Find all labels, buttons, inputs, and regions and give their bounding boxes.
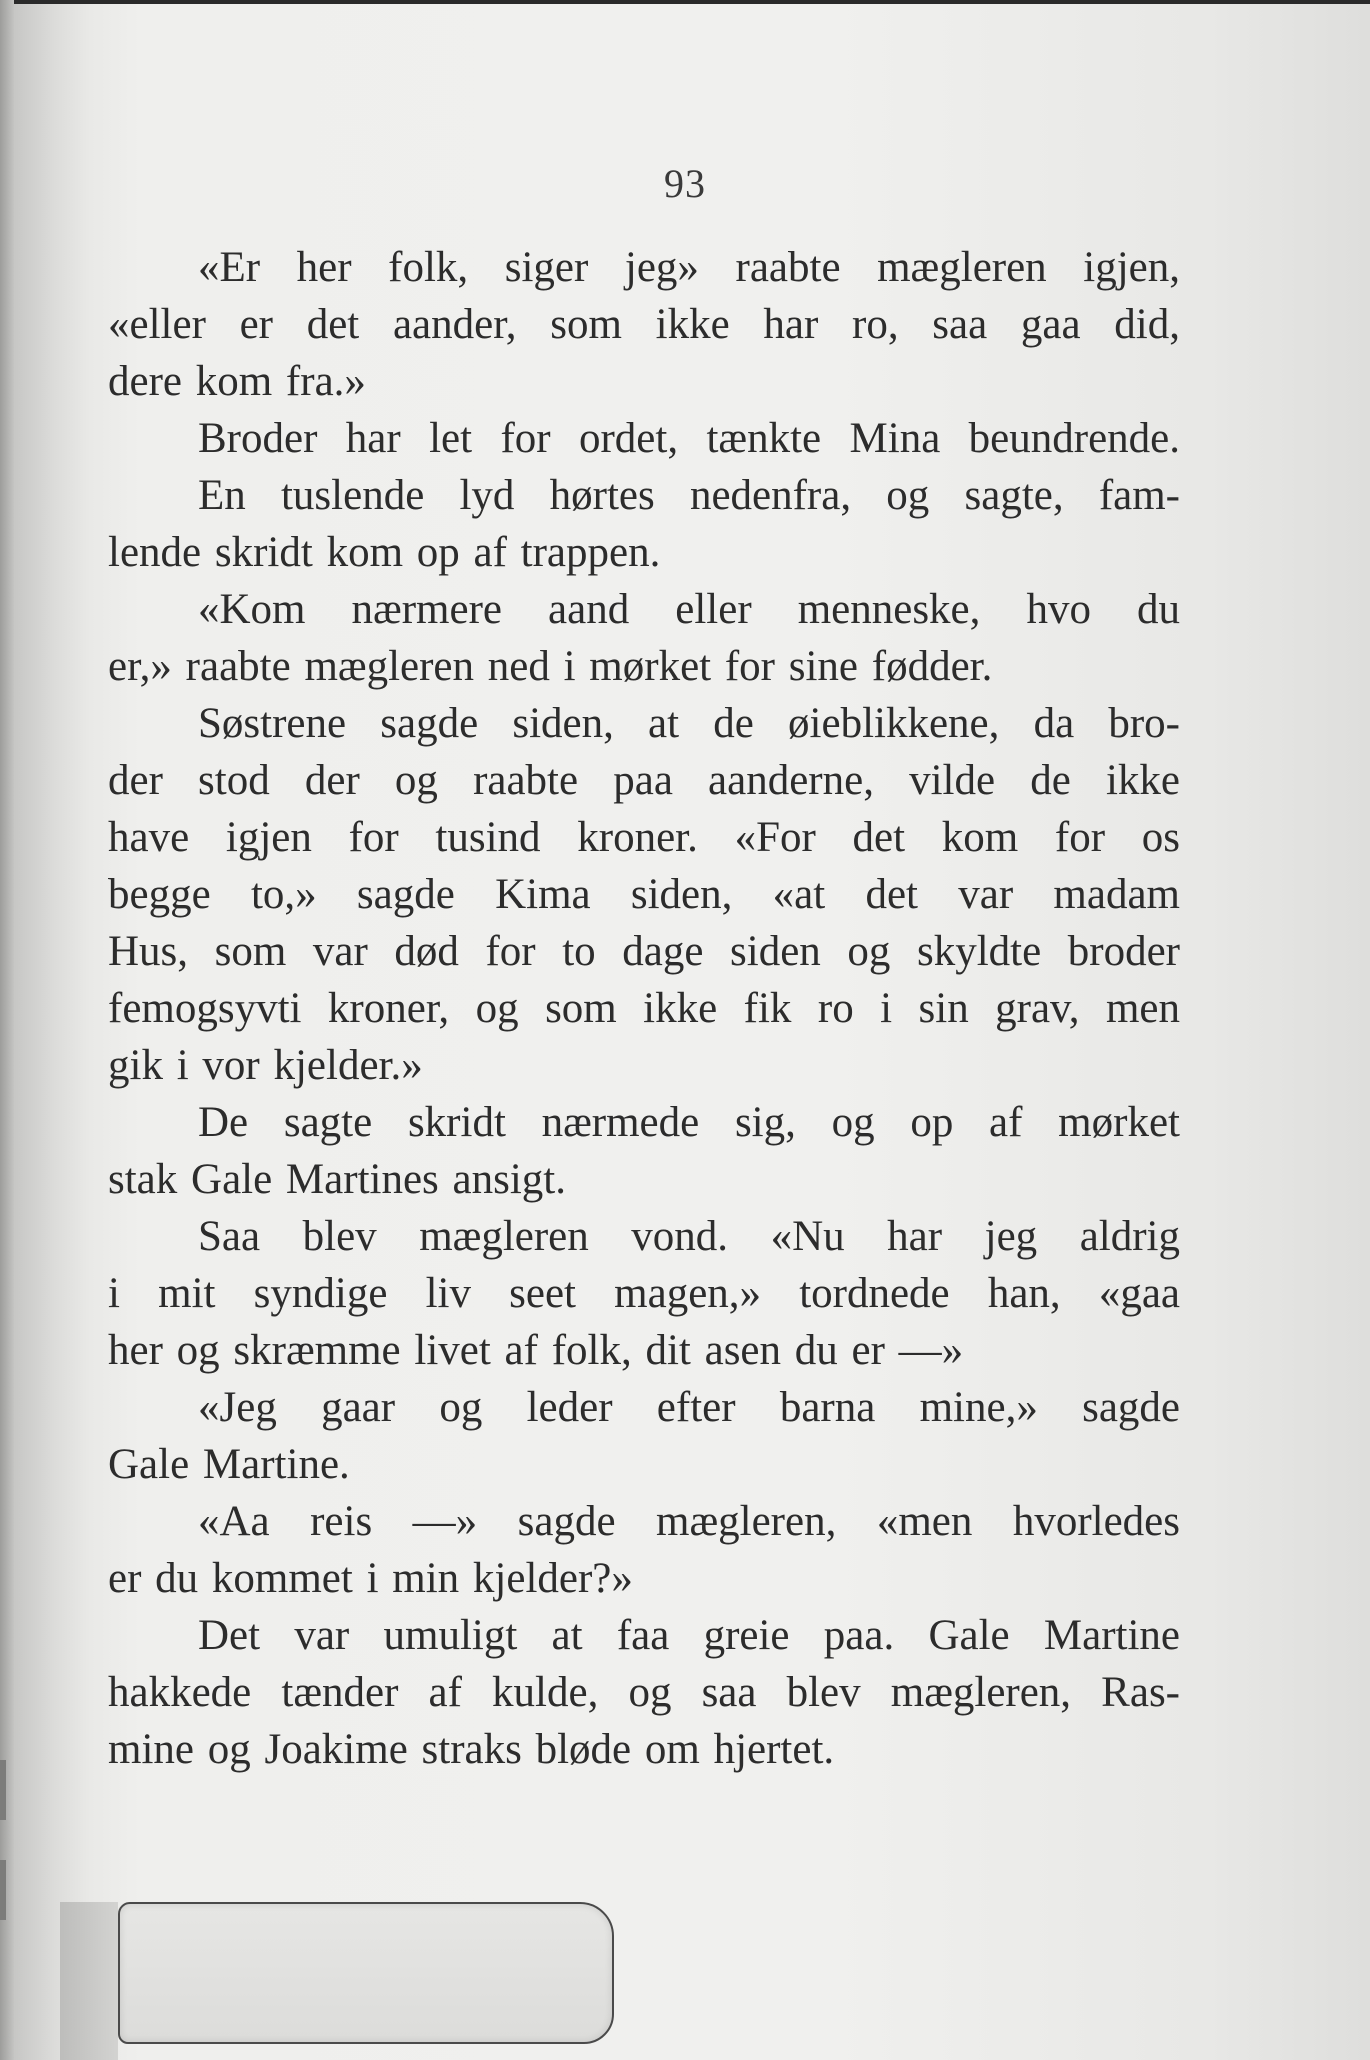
text-line: De sagte skridt nærmede sig, og op af mørket — [198, 1099, 1180, 1146]
text-line: «eller er det aander, som ikke har ro, saa gaa did, — [108, 301, 1180, 348]
text-line: lende skridt kom op af trappen. — [108, 529, 661, 576]
text-line: der stod der og raabte paa aanderne, vilde de ikke — [108, 757, 1180, 804]
text-line: Søstrene sagde siden, at de øieblikkene, da bro- — [198, 700, 1180, 747]
text-line: Saa blev mægleren vond. «Nu har jeg aldrig — [198, 1213, 1180, 1260]
library-label-sticker — [118, 1902, 614, 2044]
text-line: i mit syndige liv seet magen,» tordnede han, «gaa — [108, 1270, 1180, 1317]
text-line: Hus, som var død for to dage siden og skyldte broder — [108, 928, 1180, 975]
text-line: hakkede tænder af kulde, og saa blev mægleren, Ras- — [108, 1669, 1180, 1716]
page-number: 93 — [664, 161, 706, 206]
text-line: her og skræmme livet af folk, dit asen du er —» — [108, 1327, 964, 1374]
text-line: dere kom fra.» — [108, 358, 366, 405]
text-line: «Aa reis —» sagde mægleren, «men hvorledes — [198, 1498, 1180, 1545]
text-line: Det var umuligt at faa greie paa. Gale Martine — [198, 1612, 1180, 1659]
text-line: Gale Martine. — [108, 1441, 350, 1488]
text-line: «Jeg gaar og leder efter barna mine,» sagde — [198, 1384, 1180, 1431]
text-line: femogsyvti kroner, og som ikke fik ro i sin grav, men — [108, 985, 1180, 1032]
text-line: mine og Joakime straks bløde om hjertet. — [108, 1726, 835, 1773]
text-line: begge to,» sagde Kima siden, «at det var madam — [108, 871, 1180, 918]
spine-mark — [0, 1760, 6, 1820]
text-line: «Er her folk, siger jeg» raabte mægleren igjen, — [198, 244, 1180, 291]
text-line: gik i vor kjelder.» — [108, 1042, 423, 1089]
text-line: have igjen for tusind kroner. «For det kom for os — [108, 814, 1180, 861]
label-shadow — [60, 1902, 118, 2060]
text-line: er,» raabte mægleren ned i mørket for sine fødder. — [108, 643, 993, 690]
text-line: Broder har let for ordet, tænkte Mina beundrende. — [198, 415, 1180, 462]
page-text — [108, 239, 1180, 1778]
text-line: stak Gale Martines ansigt. — [108, 1156, 567, 1203]
book-spine-edge — [0, 0, 14, 2060]
text-line: er du kommet i min kjelder?» — [108, 1555, 633, 1602]
text-line: En tuslende lyd hørtes nedenfra, og sagte, fam- — [198, 472, 1180, 519]
text-line: «Kom nærmere aand eller menneske, hvo du — [198, 586, 1180, 633]
spine-mark — [0, 1860, 6, 1920]
